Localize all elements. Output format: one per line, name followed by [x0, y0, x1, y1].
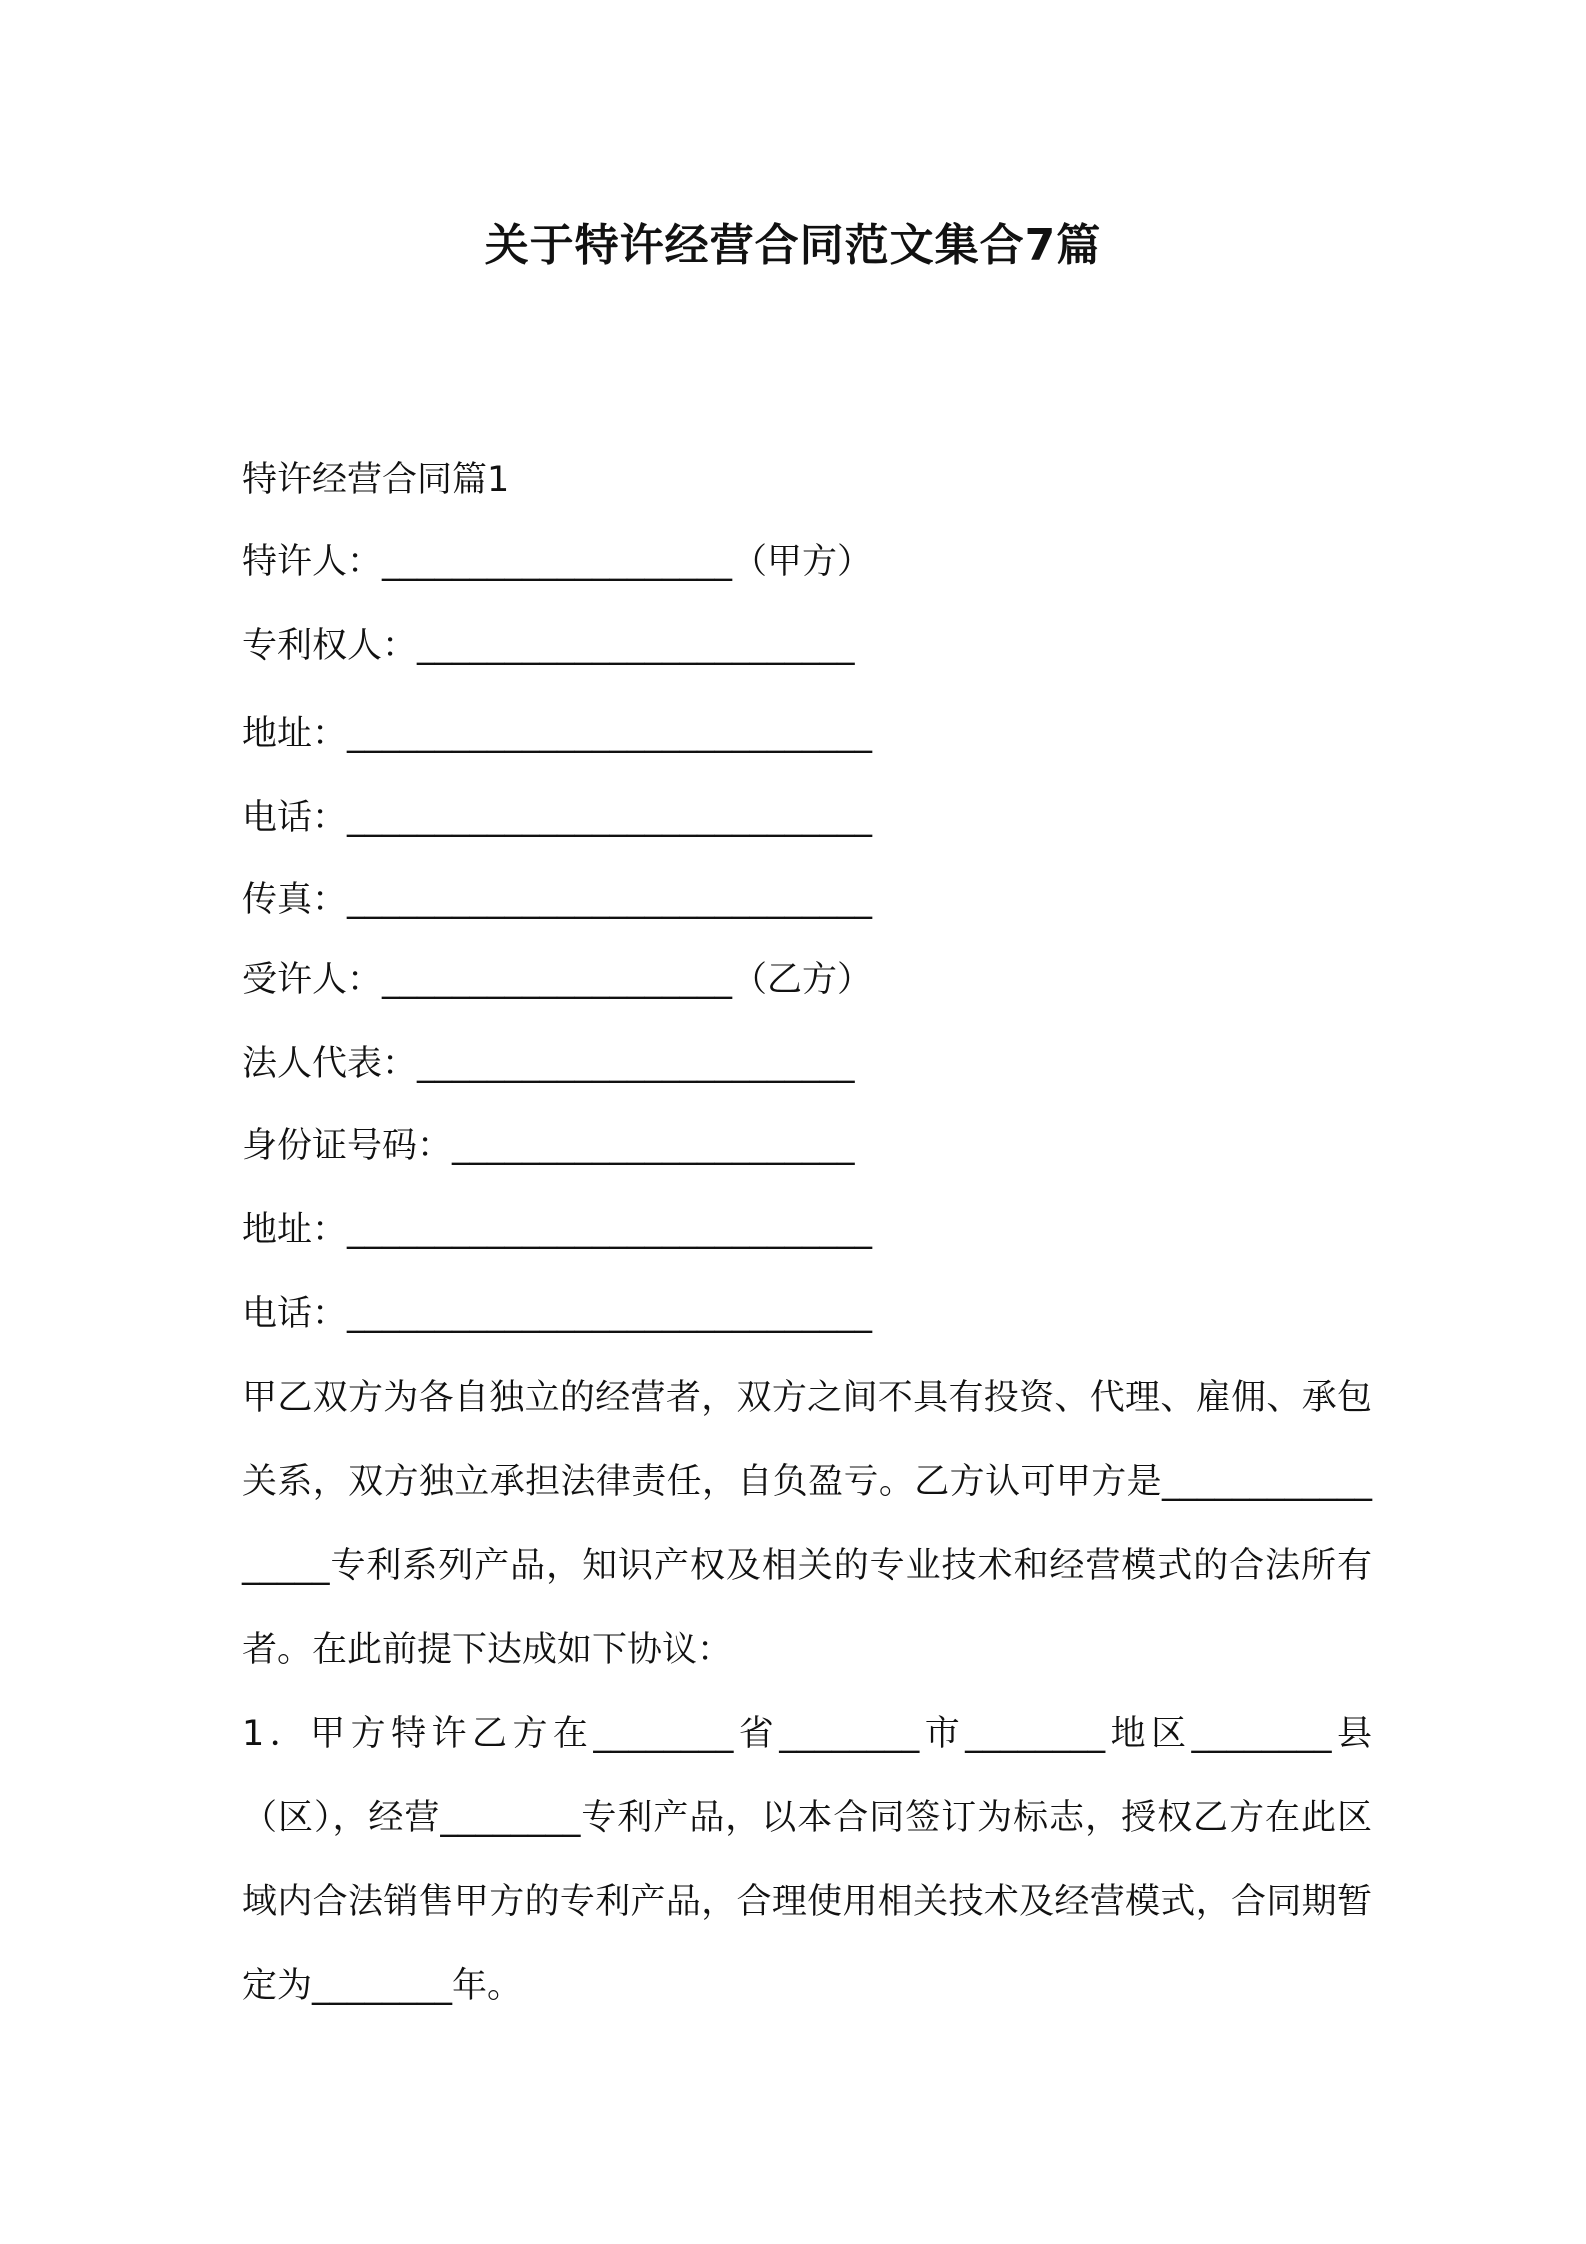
field-phone-a: 电话：______________________________ — [242, 798, 873, 838]
field-legal-representative: 法人代表：_________________________ — [242, 1044, 855, 1084]
field-franchisor: 特许人：____________________（甲方） — [242, 542, 873, 582]
field-address-a: 地址：______________________________ — [242, 714, 873, 754]
section-heading: 特许经营合同篇1 — [242, 460, 510, 500]
field-phone-b: 电话：______________________________ — [242, 1294, 873, 1334]
document-title: 关于特许经营合同范文集合7篇 — [484, 220, 1102, 271]
field-id-number: 身份证号码：_______________________ — [242, 1126, 855, 1166]
field-patentee: 专利权人：_________________________ — [242, 626, 855, 666]
paragraph-intro: 甲乙双方为各自独立的经营者，双方之间不具有投资、代理、雇佣、承包关系，双方独立承担法律责任，自负盈亏。乙方认可甲方是_________________专利系列产品，知识产权及相关的专业技术和经营模式的合法所有者。在此前提下达成如下协议： — [242, 1378, 1372, 1670]
field-franchisee: 受许人：____________________（乙方） — [242, 960, 873, 1000]
paragraph-clause-1: 1．甲方特许乙方在________省________市________地区________县（区），经营________专利产品，以本合同签订为标志，授权乙方在此区域内合法销售甲方的专利产品，合理使用相关技术及经营模式，合同期暂定为________年。 — [242, 1714, 1372, 2006]
field-fax-a: 传真：______________________________ — [242, 880, 873, 920]
field-address-b: 地址：______________________________ — [242, 1210, 873, 1250]
